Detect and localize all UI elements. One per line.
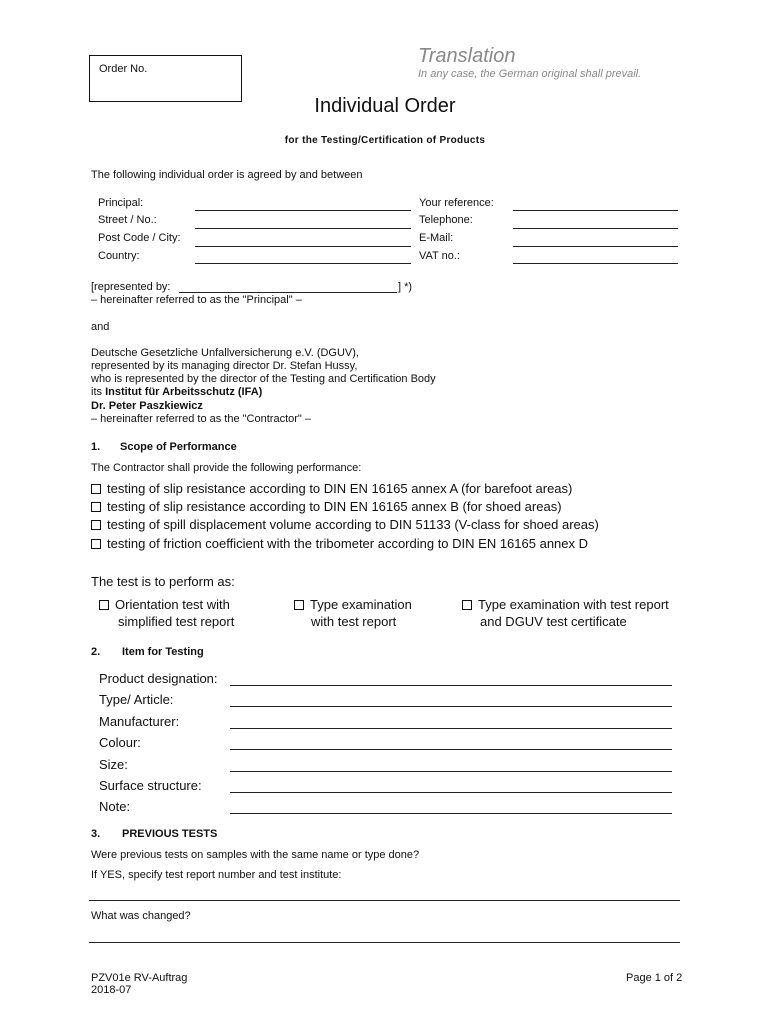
translation-title: Translation (418, 45, 516, 67)
postcode-city-field[interactable] (195, 246, 411, 247)
intro-text: The following individual order is agreed by and between (91, 169, 363, 181)
scope-option-label: testing of slip resistance according to DIN EN 16165 annex B (for shoed areas) (107, 499, 562, 514)
test-type-line-1: Type examination with test report (478, 597, 669, 612)
scope-option-label: testing of friction coefficient with the tribometer according to DIN EN 16165 annex D (107, 536, 589, 551)
checkbox-icon[interactable] (91, 539, 101, 549)
test-type-line-2: with test report (311, 614, 397, 629)
country-field[interactable] (195, 263, 411, 264)
type-article-field[interactable] (230, 706, 672, 707)
vat-label: VAT no.: (419, 250, 460, 262)
manufacturer-label: Manufacturer: (99, 714, 180, 729)
scope-option-label: testing of spill displacement volume according to DIN 51133 (V-class for shoed areas) (107, 517, 599, 532)
scope-option-shoed[interactable] (91, 499, 562, 515)
previous-tests-details-label: If YES, specify test report number and test institute: (91, 869, 342, 881)
test-type-line-2: simplified test report (118, 614, 235, 629)
what-changed-label: What was changed? (91, 910, 191, 922)
your-reference-label: Your reference: (419, 197, 494, 209)
test-type-label: The test is to perform as: (91, 574, 235, 589)
email-label: E-Mail: (419, 232, 454, 244)
scope-option-tribometer[interactable] (91, 536, 588, 552)
order-number-label: Order No. (99, 63, 148, 75)
postcode-city-label: Post Code / City: (98, 232, 181, 244)
telephone-label: Telephone: (419, 214, 473, 226)
section-2-number: 2. (91, 646, 101, 658)
represented-by-suffix: ] *) (398, 281, 413, 293)
contractor-line-3: who is represented by the director of the Testing and Certification Body (91, 373, 436, 385)
surface-structure-label: Surface structure: (99, 778, 202, 793)
size-field[interactable] (230, 771, 672, 772)
manufacturer-field[interactable] (230, 728, 672, 729)
test-type-certificate[interactable] (462, 597, 669, 613)
previous-tests-details-field[interactable] (89, 900, 680, 901)
principal-label: Principal: (98, 197, 144, 209)
section-1-number: 1. (91, 441, 101, 453)
product-designation-label: Product designation: (99, 671, 218, 686)
section-3-number: 3. (91, 828, 101, 840)
page-title: Individual Order (314, 95, 456, 117)
principal-note: – hereinafter referred to as the "Principal" – (91, 294, 302, 306)
contractor-line-2: represented by its managing director Dr. Stefan Hussy, (91, 360, 358, 372)
section-2-title: Item for Testing (122, 646, 204, 658)
checkbox-icon[interactable] (462, 600, 472, 610)
vat-field[interactable] (513, 263, 678, 264)
colour-label: Colour: (99, 735, 141, 750)
section-1-title: Scope of Performance (120, 441, 237, 453)
what-changed-field[interactable] (89, 942, 680, 943)
test-type-line-1: Orientation test with (115, 597, 230, 612)
translation-note: In any case, the German original shall prevail. (418, 68, 642, 80)
your-reference-field[interactable] (513, 210, 678, 211)
checkbox-icon[interactable] (91, 502, 101, 512)
checkbox-icon[interactable] (91, 520, 101, 530)
principal-field[interactable] (195, 210, 411, 211)
previous-tests-question: Were previous tests on samples with the same name or type done? (91, 849, 420, 861)
test-type-examination[interactable] (294, 597, 412, 613)
type-article-label: Type/ Article: (99, 692, 174, 707)
section-3-title: PREVIOUS TESTS (122, 828, 218, 840)
telephone-field[interactable] (513, 228, 678, 229)
test-type-orientation[interactable] (99, 597, 230, 613)
street-field[interactable] (195, 228, 411, 229)
page-subtitle: for the Testing/Certification of Products (284, 135, 486, 146)
surface-structure-field[interactable] (230, 792, 672, 793)
country-label: Country: (98, 250, 140, 262)
checkbox-icon[interactable] (91, 484, 101, 494)
product-designation-field[interactable] (230, 685, 672, 686)
size-label: Size: (99, 757, 128, 772)
contractor-its: its (91, 386, 106, 398)
scope-option-barefoot[interactable] (91, 481, 572, 497)
test-type-line-1: Type examination (310, 597, 412, 612)
note-field[interactable] (230, 813, 672, 814)
checkbox-icon[interactable] (294, 600, 304, 610)
contractor-note: – hereinafter referred to as the "Contractor" – (91, 413, 311, 425)
checkbox-icon[interactable] (99, 600, 109, 610)
contractor-line-4 (91, 385, 262, 399)
represented-by-label: [represented by: (91, 281, 171, 293)
footer-page-number: Page 1 of 2 (626, 972, 683, 984)
test-type-line-2: and DGUV test certificate (480, 614, 627, 629)
contractor-director: Dr. Peter Paszkiewicz (91, 400, 203, 412)
street-label: Street / No.: (98, 214, 157, 226)
colour-field[interactable] (230, 749, 672, 750)
email-field[interactable] (513, 246, 678, 247)
scope-option-label: testing of slip resistance according to DIN EN 16165 annex A (for barefoot areas) (107, 481, 573, 496)
footer-form-date: 2018-07 (91, 984, 132, 996)
section-1-intro: The Contractor shall provide the following performance: (91, 462, 362, 474)
footer-form-code: PZV01e RV-Auftrag (91, 972, 188, 984)
scope-option-spill[interactable] (91, 517, 599, 533)
contractor-line-1: Deutsche Gesetzliche Unfallversicherung e.V. (DGUV), (91, 347, 359, 359)
and-text: and (91, 321, 110, 333)
contractor-institute: Institut für Arbeitsschutz (IFA) (105, 386, 263, 398)
note-label: Note: (99, 799, 131, 814)
